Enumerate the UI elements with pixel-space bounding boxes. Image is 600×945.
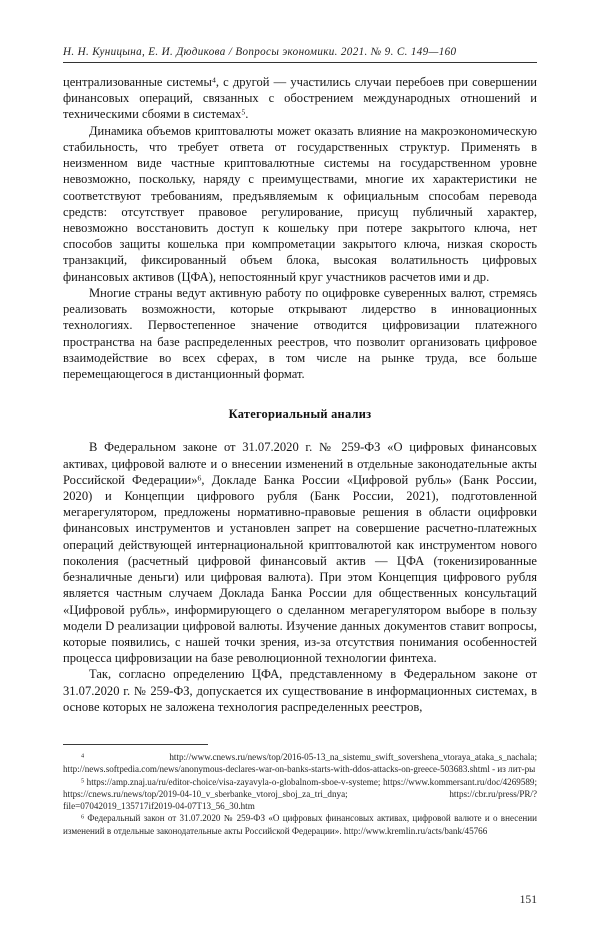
footnote-block [63,744,537,837]
page-content-column [63,0,537,715]
para-dynamics: Динамика объемов криптовалюты может оказать влияние на макроэкономическую стабильность, что требует ответа от государственных структур. Применять в неизменном виде частные криптовалютные системы на государственном уровне невозможно, поскольку, наряду с преимуществами, многие их характеристики не соответствуют требованиям, предъявляемым к официальным способам перевода средств: отсутствует правовое регулирование, присущ публичный характер, невозможно восстановить доступ к кошельку при потере закрытого ключа, нет способов защиты кошелька при компрометации закрытого ключа, низкая скорость транзакций, фиксированный объем блока, высокая волатильность цифровых финансовых активов (ЦФА), непостоянный круг участников расчетов ими и др. [63,123,537,284]
body-paragraphs [63,74,537,382]
section-paragraphs [63,439,537,715]
para-continued: централизованные системы$^4$, с другой — участились случаи перебоев при совершении финансовых операций, связанных с обострением международных отношений и техническими сбоями в системах$^5$. [63,75,538,122]
body-text-block [63,74,537,715]
footnote-list [63,751,537,837]
para-definition: Так, согласно определению ЦФА, представленному в Федеральном законе от 31.07.2020 г. № 259-ФЗ, допускается их существование в информационных системах, в основе которых не заложена технология распределенных реестров, [63,667,537,714]
footnote-6: $^6$ Федеральный закон от 31.07.2020 № 259-ФЗ «О цифровых финансовых активах, цифровой валюте и о внесении изменений в отдельные законодательные акты Российской Федерации». http://www.kremlin.ru/acts/bank/45766 [63,813,537,836]
para-countries: Многие страны ведут активную работу по оцифровке суверенных валют, стремясь реализовать возможности, которые открывают лидерство в инновационных технологиях. Первостепенное значение отводится цифровизации платежного пространства на базе распределенных реестров, что позволит организовать цифровое взаимодействие во всех сферах, в том числе на рынке труда, все больше перемещающегося в дистанционный формат. [63,285,537,381]
para-federal-law: В Федеральном законе от 31.07.2020 г. № 259-ФЗ «О цифровых финансовых активах, цифровой валюте и о внесении изменений в отдельные законодательные акты Российской Федерации»$^6$, Докладе Банка России «Цифровой рубль» (Банк России, 2020) и Концепции цифрового рубля (Банк России, 2021), подготовленной мегарегулятором, предложены нормативно-правовые решения в области оцифровки финансовых инструментов и установлен запрет на совершение расчетно-платежных операций действующей интернациональной криптовалютой как инструментом нового поколения (расчетный цифровой финансовый актив — ЦФА (токенизированные безналичные деньги) или цифровая валюта). При этом Концепция цифрового рубля является частным случаем Доклада Банка России для общественных консультаций «Цифровой рубль», информирующего о сделанном мегарегулятором выборе в пользу модели D реализации цифровой валюты. Изучение данных документов ставит вопросы, которые появились, с нашей точки зрения, из-за отсутствия понимания особенностей процесса цифровизации на базе революционной технологии финтеха. [63,440,537,666]
footnote-5: $^5$ https://amp.znaj.ua/ru/editor-choice/visa-zayavyla-o-globalnom-sboe-v-systeme; https://www.kommersant.ru/doc/4269589; https://cnews.ru/news/top/2019-04-10_v_sberbanke_vtoroj_sboj_za_tri_dnya; https://cbr.ru/press/PR/?file=07042019_135717if2019-04-07T13_56_30.htm [63,776,537,812]
footnote-separator-rule [63,744,208,745]
page-number: 151 [519,893,537,906]
footnote-4: $^4$ http://www.cnews.ru/news/top/2016-05-13_na_sistemu_swift_sovershena_vtoraya_ataka_s_nachala; http://news.softpedia.com/news/anonymous-declares-war-on-banks-starts-with-ddos-attacks-on-greece-503683.shtml - из лит-ры [63,752,537,775]
running-head: Н. Н. Куницына, Е. И. Дюдикова / Вопросы экономики. 2021. № 9. С. 149—160 [63,46,457,58]
section-heading: Категориальный анализ [228,407,372,422]
running-head-rule [63,62,537,63]
